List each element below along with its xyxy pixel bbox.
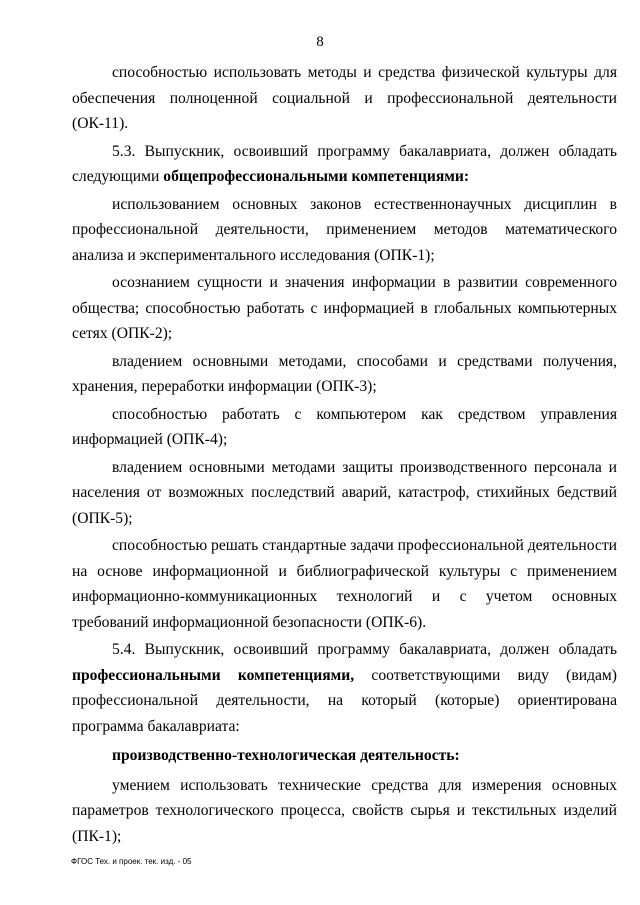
paragraph-opk-5: владением основными методами защиты производственного персонала и населения от возможных последствий аварий, катастроф, стихийных бедствий (ОПК-5); [72,458,617,527]
paragraph-5-3-text: 5.3. Выпускник, освоивший программу бакалавриата, должен обладать следующими [72,142,617,185]
paragraph-5-3 [72,139,617,190]
paragraph-opk-2: осознанием сущности и значения информации в развитии современного общества; способностью работать с информацией в глобальных компьютерных сетях (ОПК-2); [72,274,617,342]
paragraph-opk-1: использованием основных законов естественнонаучных дисциплин в профессиональной деятельности, применением методов математического анализа и экспериментального исследования (ОПК-1); [72,195,617,264]
paragraph-opk-4: способностью работать с компьютером как средством управления информацией (ОПК-4); [72,405,617,448]
paragraph-5-3-bold: общепрофессиональными компетенциями: [163,168,470,185]
paragraph-opk-6: способностью решать стандартные задачи профессиональной деятельности на основе информационной и библиографической культуры с применением информационно-коммуникационных технологий и с учетом основных требований информационной безопасности (ОПК-6). [72,537,617,631]
paragraph-ok-11: способностью использовать методы и средства физической культуры для обеспечения полноценной социальной и профессиональной деятельности (ОК-11). [72,64,617,132]
paragraph-5-4-text: 5.4. Выпускник, освоивший программу бакалавриата, должен обладать [112,641,617,658]
page-footer: ФГОС Тех. и проек. тек. изд. - 05 [71,857,192,866]
paragraph-5-4-bold: профессиональными компетенциями, [72,666,355,684]
paragraph-pk-1: умением использовать технические средства для измерения основных параметров технологического процесса, свойств сырья и текстильных изделий (ПК-1); [72,776,617,845]
section-heading-production: производственно-технологическая деятельность: [112,747,460,764]
paragraph-5-4 [72,637,617,739]
page-number: 8 [316,34,324,50]
paragraph-5-4-text-end: соответствующими виду (видам) профессиональной деятельности, на который (которые) ориентирована программа бакалавриата: [72,666,617,735]
document-body [72,60,617,851]
paragraph-opk-3: владением основными методами, способами и средствами получения, хранения, переработки информации (ОПК-3); [72,352,617,395]
